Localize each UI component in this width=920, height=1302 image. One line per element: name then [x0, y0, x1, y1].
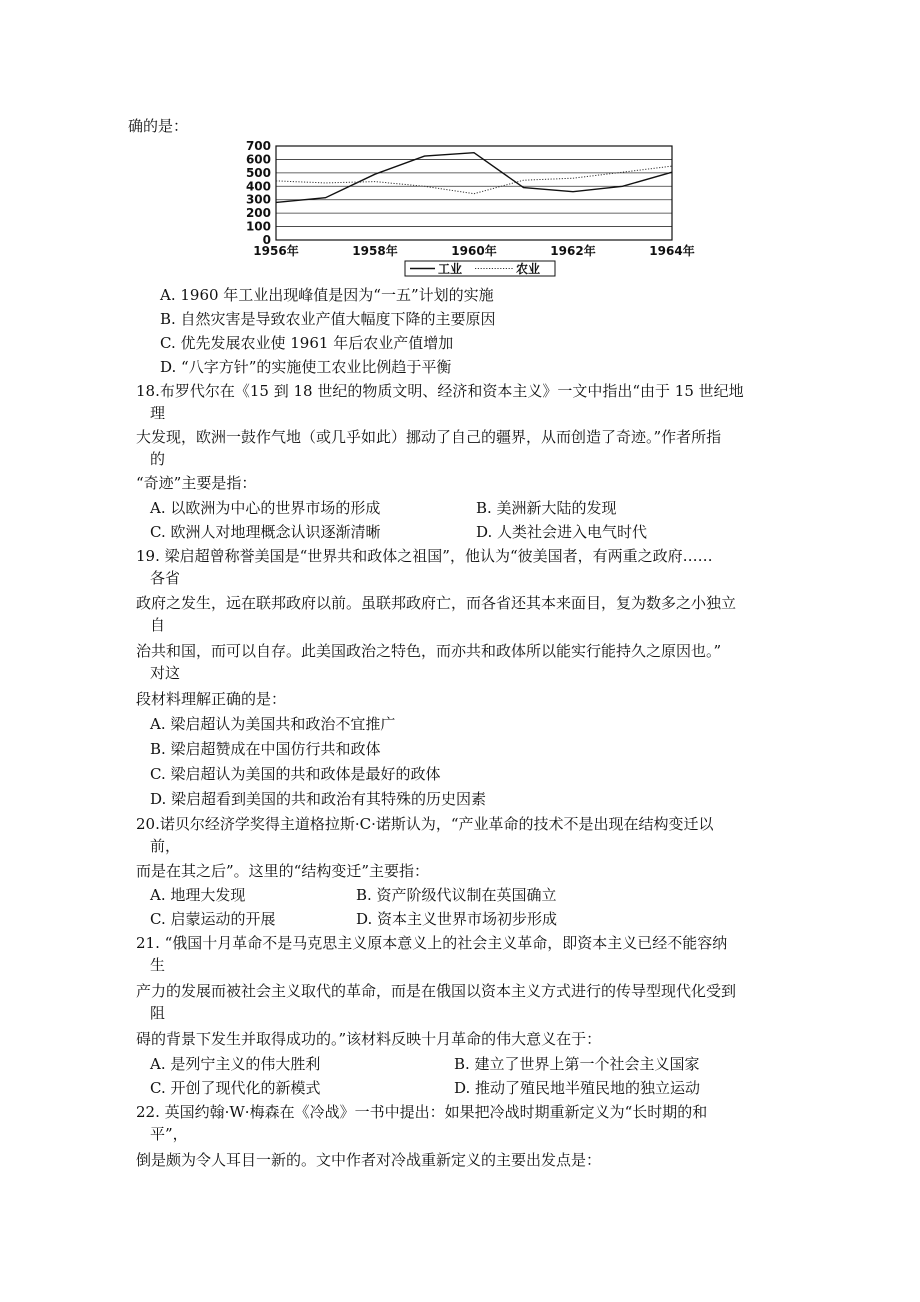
q20-option-a[interactable]: A. 地理大发现	[150, 886, 246, 904]
q19-stem-line3: 治共和国，而可以自存。此美国政治之特色，而亦共和政体所以能实行能持久之原因也。”	[136, 642, 722, 660]
q19-option-a[interactable]: A. 梁启超认为美国共和政治不宜推广	[150, 715, 396, 733]
q19-stem-line1-wrap: 各省	[150, 569, 181, 587]
q19-stem-line1: 19. 梁启超曾称誉美国是“世界共和政体之祖国”，他认为“彼美国者，有两重之政府……	[136, 547, 713, 565]
q18-option-d[interactable]: D. 人类社会进入电气时代	[476, 523, 648, 541]
series-line-agriculture	[276, 166, 672, 194]
q17-option-c[interactable]: C. 优先发展农业使 1961 年后农业产值增加	[160, 334, 454, 352]
series-line-industry	[276, 153, 672, 203]
x-tick-1958年: 1958年	[352, 244, 398, 258]
q18-stem-line2: 大发现，欧洲一鼓作气地（或几乎如此）挪动了自己的疆界，从而创造了奇迹。”作者所指	[136, 428, 722, 446]
q20-option-c[interactable]: C. 启蒙运动的开展	[150, 910, 276, 928]
y-tick-500: 500	[245, 165, 271, 180]
q19-stem-line4: 段材料理解正确的是：	[136, 690, 287, 708]
y-tick-0: 0	[262, 233, 271, 247]
q18-stem-line3: “奇迹”主要是指：	[136, 474, 257, 492]
q19-stem-line2: 政府之发生，远在联邦政府以前。虽联邦政府亡，而各省还其本来面目，复为数多之小独立	[136, 594, 737, 612]
q18-option-b[interactable]: B. 美洲新大陆的发现	[476, 499, 617, 517]
q18-option-c[interactable]: C. 欧洲人对地理概念认识逐渐清晰	[150, 523, 381, 541]
x-tick-1962年: 1962年	[550, 244, 596, 258]
q19-stem-line3-wrap: 对这	[150, 664, 181, 682]
q19-option-c[interactable]: C. 梁启超认为美国的共和政体是最好的政体	[150, 765, 441, 783]
q22-stem-line1-wrap: 平”，	[150, 1125, 188, 1143]
y-tick-400: 400	[245, 179, 271, 194]
x-tick-1956年: 1956年	[253, 244, 299, 258]
q21-stem-line2: 产力的发展而被社会主义取代的革命，而是在俄国以资本主义方式进行的传导型现代化受到	[136, 982, 737, 1000]
q18-stem-line1: 18.布罗代尔在《15 到 18 世纪的物质文明、经济和资本主义》一文中指出“由于 15 世纪地	[136, 382, 744, 400]
q20-stem-line2: 而是在其之后”。这里的“结构变迁”主要指：	[136, 862, 430, 880]
q17-stem-tail: 确的是：	[128, 117, 189, 135]
q21-option-d[interactable]: D. 推动了殖民地半殖民地的独立运动	[454, 1079, 701, 1097]
q19-option-d[interactable]: D. 梁启超看到美国的共和政治有其特殊的历史因素	[150, 790, 487, 808]
q17-option-b[interactable]: B. 自然灾害是导致农业产值大幅度下降的主要原因	[160, 310, 496, 328]
x-axis-tick-labels	[253, 243, 694, 258]
y-tick-200: 200	[245, 206, 271, 221]
q20-stem-line1: 20.诺贝尔经济学奖得主道格拉斯·C·诺斯认为，“产业革命的技术不是出现在结构变迁以	[136, 815, 714, 833]
q21-stem-line2-wrap: 阻	[150, 1004, 166, 1022]
legend	[405, 261, 555, 276]
q18-stem-line2-wrap: 的	[150, 450, 166, 468]
x-tick-1964年: 1964年	[649, 244, 695, 258]
q18-option-a[interactable]: A. 以欧洲为中心的世界市场的形成	[150, 499, 381, 517]
q19-option-b[interactable]: B. 梁启超赞成在中国仿行共和政体	[150, 740, 381, 758]
y-tick-700: 700	[245, 139, 271, 153]
q22-stem-line1: 22. 英国约翰·W·梅森在《冷战》一书中提出：如果把冷战时期重新定义为“长时期的和	[136, 1103, 708, 1121]
q22-stem-line2: 倒是颇为令人耳目一新的。文中作者对冷战重新定义的主要出发点是：	[136, 1151, 602, 1169]
q18-stem-line1-wrap: 理	[150, 404, 166, 422]
q21-option-a[interactable]: A. 是列宁主义的伟大胜利	[150, 1055, 321, 1073]
q17-option-d[interactable]: D. “八字方针”的实施使工农业比例趋于平衡	[160, 358, 452, 376]
q21-stem-line1: 21. “俄国十月革命不是马克思主义原本意义上的社会主义革命，即资本主义已经不能容纳	[136, 934, 728, 952]
legend-agriculture-label: 农业	[516, 262, 541, 276]
y-axis-tick-labels	[246, 139, 271, 247]
series-lines	[276, 153, 672, 203]
q21-option-b[interactable]: B. 建立了世界上第一个社会主义国家	[454, 1055, 700, 1073]
q20-option-b[interactable]: B. 资产阶级代议制在英国确立	[356, 886, 557, 904]
x-tick-1960年: 1960年	[451, 244, 497, 258]
q21-stem-line3: 碍的背景下发生并取得成功的。”该材料反映十月革命的伟大意义在于：	[136, 1030, 602, 1048]
y-tick-600: 600	[245, 152, 271, 167]
y-tick-100: 100	[245, 219, 271, 234]
q20-option-d[interactable]: D. 资本主义世界市场初步形成	[356, 910, 558, 928]
industry-agriculture-line-chart	[230, 134, 695, 278]
q21-option-c[interactable]: C. 开创了现代化的新模式	[150, 1079, 321, 1097]
y-tick-300: 300	[245, 192, 271, 207]
q17-option-a[interactable]: A. 1960 年工业出现峰值是因为“一五”计划的实施	[160, 286, 494, 304]
q21-stem-line1-wrap: 生	[150, 956, 166, 974]
legend-industry-label: 工业	[438, 262, 463, 276]
q20-stem-line1-wrap: 前，	[150, 837, 181, 855]
q19-stem-line2-wrap: 自	[150, 616, 166, 634]
